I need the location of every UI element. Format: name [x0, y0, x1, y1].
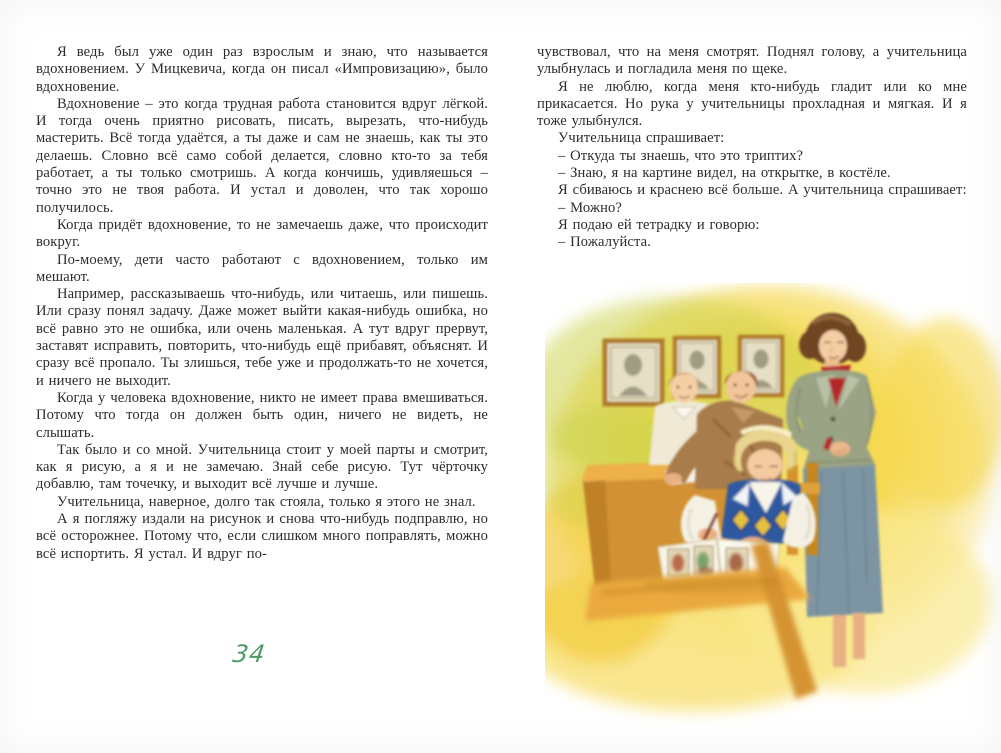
paragraph: Я сбиваюсь и краснею всё больше. А учительница спрашивает:: [558, 182, 967, 199]
right-page-text: [537, 44, 967, 252]
paragraph: А я погляжу издали на рисунок и снова что-нибудь подправлю, но всё осторожнее. Потому что, если слишком много поправлять, можно всё испортить. Я устал. И вдруг по-: [36, 511, 488, 562]
paragraph: Я подаю ей тетрадку и говорю:: [558, 216, 760, 233]
paragraph: – Можно?: [558, 199, 622, 216]
paragraph: – Пожалуйста.: [558, 234, 651, 251]
paragraph: Учительница, наверное, долго так стояла, только я этого не знал.: [57, 493, 476, 510]
paragraph: Например, рассказываешь что-нибудь, или читаешь, или пишешь. Или сразу понял задачу. Даже может выйти какая-нибудь ошибка, но всё равно это не ошибка, или очень маленькая. А тут вдруг прервут, заставят исправить, повторить, что-нибудь ещё прибавят, объяснят. И сразу всё пропало. Ты злишься, тебе уже и продолжать-то не хочется, и ничего не выходит.: [36, 286, 488, 389]
wall-portrait: [605, 341, 662, 404]
paragraph: Учительница спрашивает:: [558, 130, 725, 147]
paragraph: Когда придёт вдохновение, то не замечаешь даже, что происходит вокруг.: [36, 216, 488, 251]
page-number: 34: [230, 640, 268, 668]
left-page-text: [36, 44, 488, 563]
paragraph: Вдохновение – это когда трудная работа становится вдруг лёгкой. И тогда очень приятно рисовать, писать, вырезать, что-нибудь мастерить. Всё тогда удаётся, а ты даже и сам не знаешь, как ты это делаешь. Словно всё само собой делается, словно кто-то за тебя работает, а ты только смотришь. А когда кончишь, удивляешься – точно это не твоя работа. И устал и доволен, что так хорошо получилось.: [36, 95, 488, 216]
paragraph: Я ведь был уже один раз взрослым и знаю, что называется вдохновением. У Мицкевича, когда он писал «Импровизацию», было вдохновение.: [36, 44, 488, 95]
paragraph: Когда у человека вдохновение, никто не имеет права вмешиваться. Потому что тогда он должен быть один, ничего не видеть, не слышать.: [36, 389, 488, 441]
paragraph: Так было и со мной. Учительница стоит у моей парты и смотрит, как я рисую, а я и не замечаю. Знай себе рисую. Тут чёрточку добавлю, там точечку, и выходит всё лучше и лучше.: [36, 441, 488, 493]
classroom-illustration: [545, 283, 1001, 745]
paragraph: – Знаю, я на картине видел, на открытке, в костёле.: [558, 165, 891, 182]
paragraph: Я не люблю, когда меня кто-нибудь гладит или ко мне прикасается. Но рука у учительницы прохладная и мягкая. И я тоже улыбнулся.: [537, 78, 967, 130]
paragraph: – Откуда ты знаешь, что это триптих?: [558, 147, 804, 164]
paragraph: По-моему, дети часто работают с вдохновением, только им мешают.: [36, 251, 488, 285]
paragraph: чувствовал, что на меня смотрят. Поднял голову, а учительница улыбнулась и погладила меня по щеке.: [537, 44, 967, 78]
